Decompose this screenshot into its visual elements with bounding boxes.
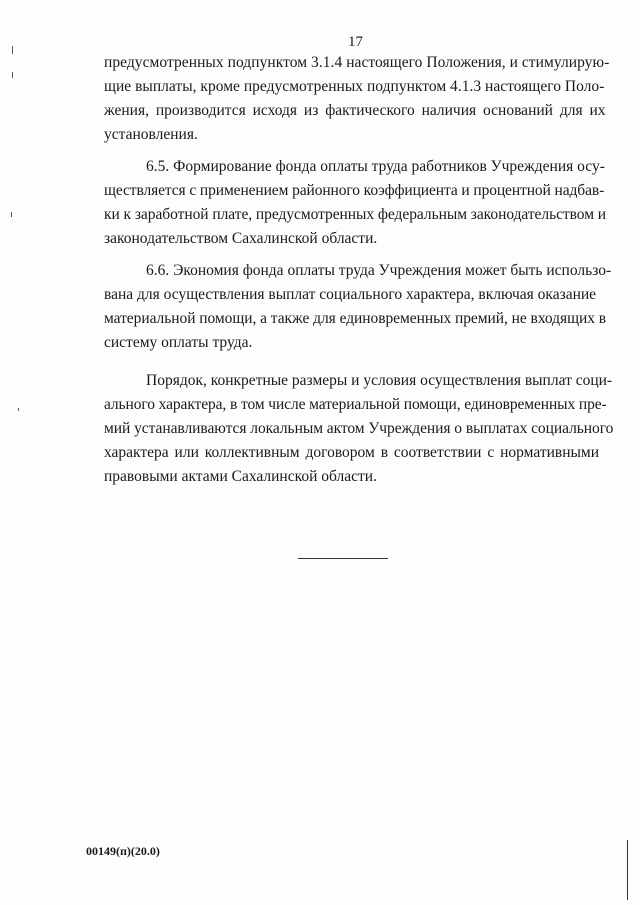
text-line: щие выплаты, кроме предусмотренных подпунктом 4.1.3 настоящего Поло-: [104, 78, 605, 95]
text-line: 6.5. Формирование фонда оплаты труда работников Учреждения осу-: [146, 158, 605, 175]
scan-mark: [12, 46, 13, 54]
page-number: 17: [348, 34, 363, 50]
text-line: ществляется с применением районного коэффициента и процентной надбав-: [104, 182, 605, 199]
text-line: Порядок, конкретные размеры и условия осуществления выплат соци-: [146, 372, 613, 389]
text-line: систему оплаты труда.: [104, 334, 253, 351]
text-line: 6.6. Экономия фонда оплаты труда Учреждения может быть использо-: [146, 262, 612, 279]
text-line: жения, производится исходя из фактического наличия оснований для их: [104, 102, 606, 119]
text-line: материальной помощи, а также для единовременных премий, не входящих в: [104, 310, 607, 327]
text-line: характера или коллективным договором в соответствии с нормативными: [104, 444, 600, 461]
scan-mark: [18, 408, 19, 411]
document-code: 00149(п)(20.0): [86, 844, 160, 858]
separator-line: [298, 558, 388, 559]
text-line: мий устанавливаются локальным актом Учреждения о выплатах социального: [104, 420, 614, 437]
text-line: ального характера, в том числе материальной помощи, единовременных пре-: [104, 396, 607, 413]
scan-mark: [12, 72, 13, 78]
text-line: вана для осуществления выплат социального характера, включая оказание: [104, 286, 597, 303]
text-line: ки к заработной плате, предусмотренных федеральным законодательством и: [104, 206, 607, 223]
scan-mark: [11, 212, 12, 217]
text-line: установления.: [104, 126, 198, 143]
scan-mark: [627, 840, 628, 900]
text-line: предусмотренных подпунктом 3.1.4 настоящего Положения, и стимулирую-: [104, 54, 610, 71]
text-line: законодательством Сахалинской области.: [104, 230, 378, 247]
text-line: правовыми актами Сахалинской области.: [104, 468, 377, 485]
